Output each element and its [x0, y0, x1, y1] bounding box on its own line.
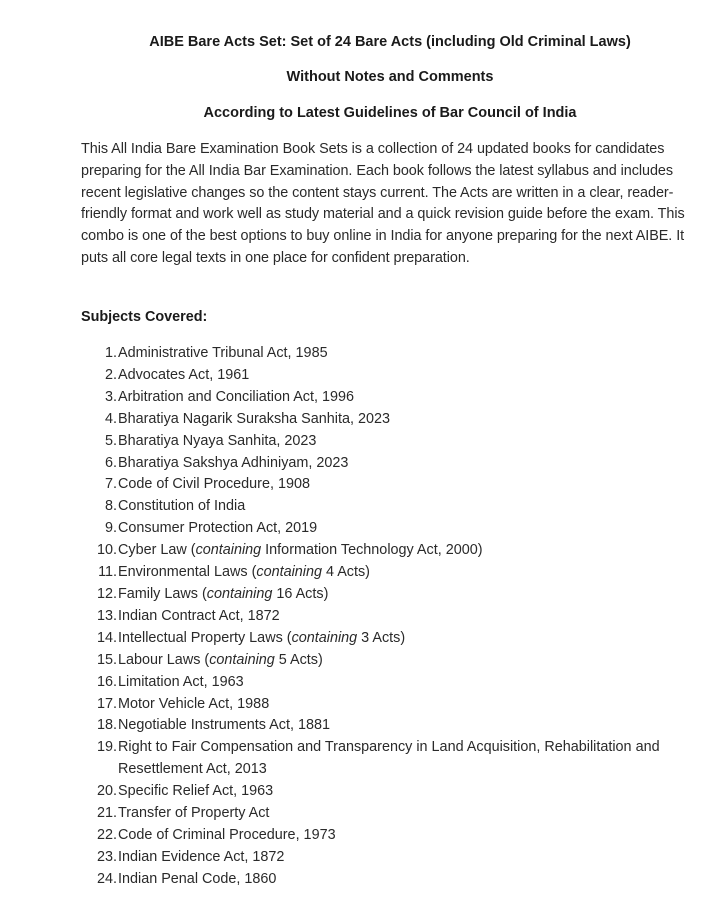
list-item-label: Labour Laws (	[118, 651, 210, 668]
list-item-label: Constitution of India	[118, 498, 246, 515]
list-item-text	[117, 474, 711, 496]
list-item-text	[117, 518, 711, 540]
list-item	[81, 825, 711, 847]
list-item-text	[117, 869, 711, 891]
list-item-emphasis: containing	[209, 651, 275, 668]
document-subtitle: Without Notes and Comments	[286, 69, 494, 85]
list-item-label: Intellectual Property Laws (	[118, 629, 292, 646]
list-item	[81, 387, 711, 409]
list-item-text	[117, 496, 711, 518]
list-item	[81, 628, 711, 650]
list-item-text	[117, 584, 711, 606]
list-item	[81, 847, 711, 869]
list-item-label: Negotiable Instruments Act, 1881	[118, 717, 330, 734]
list-item-number: 1.	[104, 345, 117, 361]
list-item-label: Indian Contract Act, 1872	[118, 607, 280, 624]
list-item-suffix: 5 Acts)	[274, 651, 323, 668]
list-item-emphasis: containing	[256, 564, 322, 581]
list-item-text	[117, 694, 711, 716]
list-item-label: Cyber Law (	[118, 542, 196, 559]
list-item-number: 2.	[104, 366, 117, 383]
list-item-number: 13.	[96, 607, 117, 624]
list-item	[81, 803, 711, 825]
list-item	[81, 584, 711, 606]
list-item-text	[117, 453, 711, 475]
list-item-label: Indian Evidence Act, 1872	[118, 848, 285, 865]
list-item-number: 16.	[96, 673, 117, 690]
list-item-number: 9.	[104, 520, 117, 537]
list-item-text	[117, 628, 711, 650]
list-item-text	[117, 387, 711, 409]
list-item-label: Limitation Act, 1963	[118, 673, 244, 690]
intro-paragraph: This All India Bare Examination Book Sets is a collection of 24 updated books for candidates preparing for the All India Bar Examination. Each book follows the latest syllabus and includes recent legislative changes so the content stays current. The Acts are written in a clear, reader-friendly format and work well as study material and a quick revision guide before the exam. This combo is one of the best options to buy online in India for anyone preparing for the next AIBE. It puts all core legal texts in one place for confident preparation.	[81, 141, 685, 266]
list-item-number: 21.	[96, 805, 117, 822]
list-item	[81, 343, 711, 365]
list-item-text	[117, 409, 711, 431]
list-item	[81, 650, 711, 672]
list-item-number: 23.	[96, 848, 117, 865]
list-item-emphasis: containing	[291, 629, 358, 646]
list-item-label: Arbitration and Conciliation Act, 1996	[118, 388, 354, 405]
list-item-label: Bharatiya Sakshya Adhiniyam, 2023	[118, 454, 349, 471]
list-item-text	[117, 737, 711, 781]
list-item	[81, 737, 711, 781]
list-item	[81, 365, 711, 387]
list-item-label: Administrative Tribunal Act, 1985	[118, 345, 328, 361]
list-item-label: Indian Penal Code, 1860	[118, 870, 277, 887]
list-item-number: 7.	[104, 476, 117, 493]
list-item-label: Consumer Protection Act, 2019	[118, 520, 318, 537]
subjects-list	[81, 343, 711, 891]
list-item-number: 4.	[104, 410, 117, 427]
list-item	[81, 540, 711, 562]
list-item-emphasis: containing	[195, 542, 262, 559]
list-item-label: Specific Relief Act, 1963	[118, 783, 274, 800]
list-item	[81, 453, 711, 475]
list-item-number: 12.	[96, 585, 117, 602]
list-item	[81, 606, 711, 628]
list-item-suffix: 4 Acts)	[321, 564, 370, 581]
list-item-number: 8.	[104, 498, 117, 515]
list-item-number: 18.	[96, 717, 117, 734]
list-item-number: 14.	[96, 629, 117, 646]
list-item-label: Environmental Laws (	[118, 564, 257, 581]
list-item-label: Motor Vehicle Act, 1988	[118, 695, 270, 712]
list-item-text	[117, 562, 711, 584]
list-item-number: 3.	[104, 388, 117, 405]
list-item	[81, 562, 711, 584]
list-item-suffix: 3 Acts)	[357, 629, 406, 646]
list-item-label: Right to Fair Compensation and Transparency in Land Acquisition, Rehabilitation and Resettlement Act, 2013	[118, 739, 660, 778]
list-item	[81, 474, 711, 496]
list-item-text	[117, 540, 711, 562]
list-item	[81, 869, 711, 891]
list-item	[81, 672, 711, 694]
list-item-text	[117, 431, 711, 453]
list-item-label: Bharatiya Nyaya Sanhita, 2023	[118, 432, 317, 449]
list-item-suffix: 16 Acts)	[272, 585, 329, 602]
list-item-number: 10.	[96, 542, 117, 559]
list-item-text	[117, 650, 711, 672]
list-item-number: 5.	[104, 432, 117, 449]
list-item-number: 20.	[96, 783, 117, 800]
document-tagline: According to Latest Guidelines of Bar Council of India	[203, 105, 577, 121]
list-item-number: 15.	[96, 651, 117, 668]
list-item-suffix: Information Technology Act, 2000)	[261, 542, 483, 559]
list-item-text	[117, 606, 711, 628]
list-item-text	[117, 781, 711, 803]
list-item-number: 22.	[96, 826, 117, 843]
list-item	[81, 409, 711, 431]
list-item-text	[117, 672, 711, 694]
list-item-number: 6.	[104, 454, 117, 471]
list-item-number: 17.	[96, 695, 117, 712]
list-item	[81, 496, 711, 518]
list-item-text	[117, 825, 711, 847]
subjects-heading: Subjects Covered:	[81, 309, 208, 325]
list-item	[81, 431, 711, 453]
list-item-text	[117, 365, 711, 387]
list-item-number: 11.	[98, 564, 117, 581]
list-item-label: Transfer of Property Act	[118, 805, 270, 822]
list-item	[81, 781, 711, 803]
list-item-text	[117, 803, 711, 825]
document-title: AIBE Bare Acts Set: Set of 24 Bare Acts (including Old Criminal Laws)	[149, 34, 631, 50]
list-item	[81, 518, 711, 540]
list-item-text	[117, 847, 711, 869]
list-item-label: Code of Criminal Procedure, 1973	[118, 826, 336, 843]
list-item-number: 19.	[96, 739, 117, 756]
list-item-number: 24.	[96, 870, 117, 887]
list-item-label: Family Laws (	[118, 585, 207, 602]
list-item-label: Advocates Act, 1961	[118, 366, 250, 383]
list-item-label: Bharatiya Nagarik Suraksha Sanhita, 2023	[118, 410, 390, 427]
list-item	[81, 715, 711, 737]
list-item-text	[117, 715, 711, 737]
list-item	[81, 694, 711, 716]
list-item-text	[117, 343, 711, 365]
list-item-emphasis: containing	[206, 585, 273, 602]
list-item-label: Code of Civil Procedure, 1908	[118, 476, 310, 493]
